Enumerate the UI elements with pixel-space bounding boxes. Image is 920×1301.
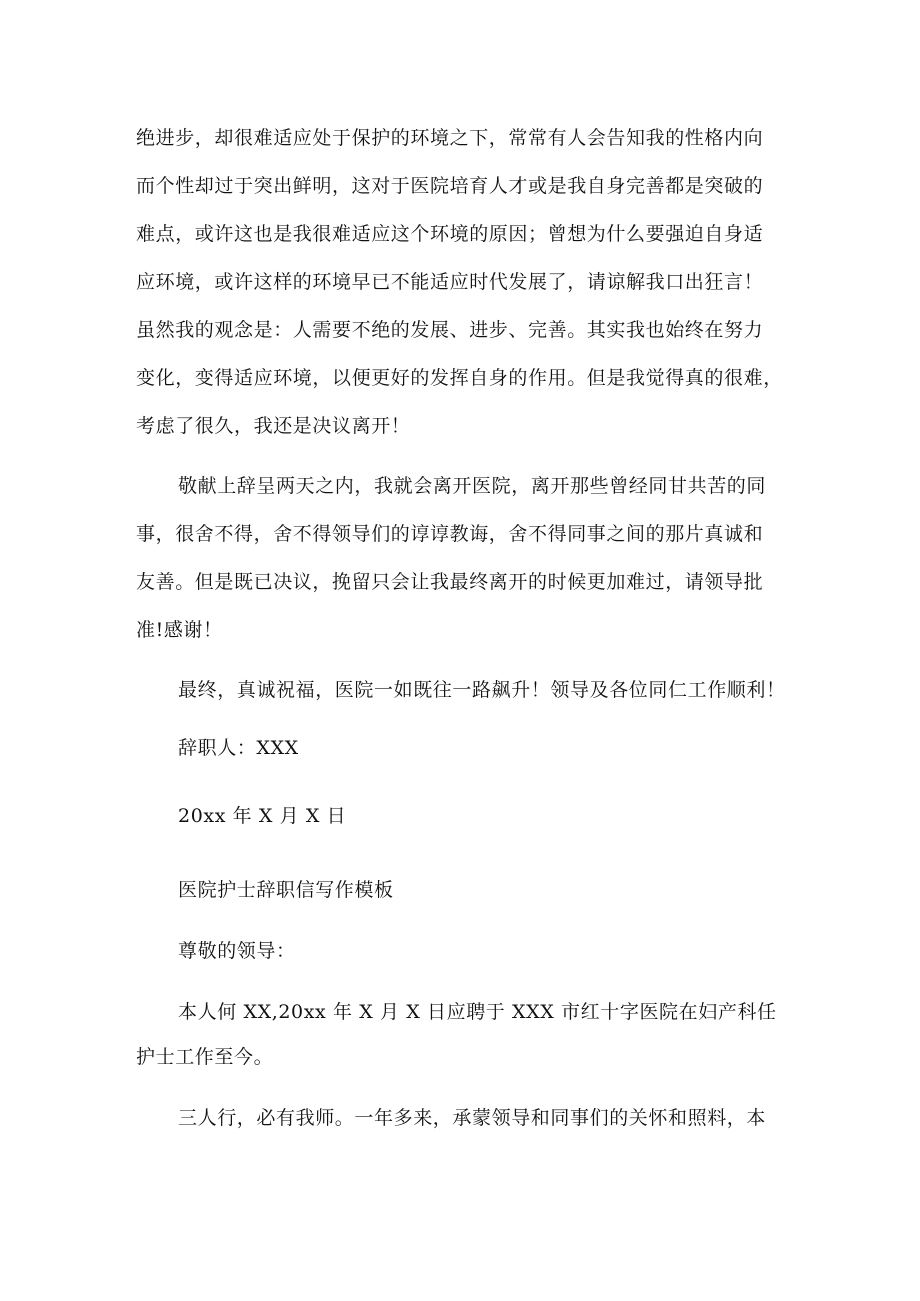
closing-line: 最终，真诚祝福，医院一如既往一路飙升！领导及各位同仁工作顺利！ [178, 679, 786, 701]
paragraph-line: 考虑了很久，我还是决议离开！ [136, 415, 411, 437]
paragraph-line: 应环境，或许这样的环境早已不能适应时代发展了，请谅解我口出狂言！ [136, 271, 764, 293]
paragraph-line: 变化，变得适应环境，以便更好的发挥自身的作用。但是我觉得真的很难， [136, 367, 783, 389]
signer-line: 辞职人：XXX [178, 737, 299, 759]
paragraph-line: 护士工作至今。 [136, 1046, 274, 1068]
paragraph-line: 而个性却过于突出鲜明，这对于医院培育人才或是我自身完善都是突破的 [136, 175, 764, 197]
paragraph-line: 三人行，必有我师。一年多来，承蒙领导和同事们的关怀和照料，本 [178, 1107, 767, 1129]
date-line: 20xx 年 X 月 X 日 [178, 805, 347, 827]
paragraph-line: 友善。但是既已决议，挽留只会让我最终离开的时候更加难过，请领导批 [136, 571, 764, 593]
section-title: 医院护士辞职信写作模板 [178, 879, 394, 901]
paragraph-line: 事，很舍不得，舍不得领导们的谆谆教诲，舍不得同事之间的那片真诚和 [136, 523, 764, 545]
paragraph-line: 准!感谢！ [136, 619, 223, 641]
paragraph-line: 敬献上辞呈两天之内，我就会离开医院，离开那些曾经同甘共苦的同 [178, 475, 767, 497]
paragraph-line: 绝进步，却很难适应处于保护的环境之下，常常有人会告知我的性格内向 [136, 127, 764, 149]
paragraph-line: 难点，或许这也是我很难适应这个环境的原因；曾想为什么要强迫自身适 [136, 223, 764, 245]
paragraph-line: 本人何 XX,20xx 年 X 月 X 日应聘于 XXX 市红十字医院在妇产科任 [178, 1001, 777, 1023]
paragraph-line: 虽然我的观念是：人需要不绝的发展、进步、完善。其实我也始终在努力 [136, 319, 764, 341]
salutation-line: 尊敬的领导： [178, 940, 296, 962]
